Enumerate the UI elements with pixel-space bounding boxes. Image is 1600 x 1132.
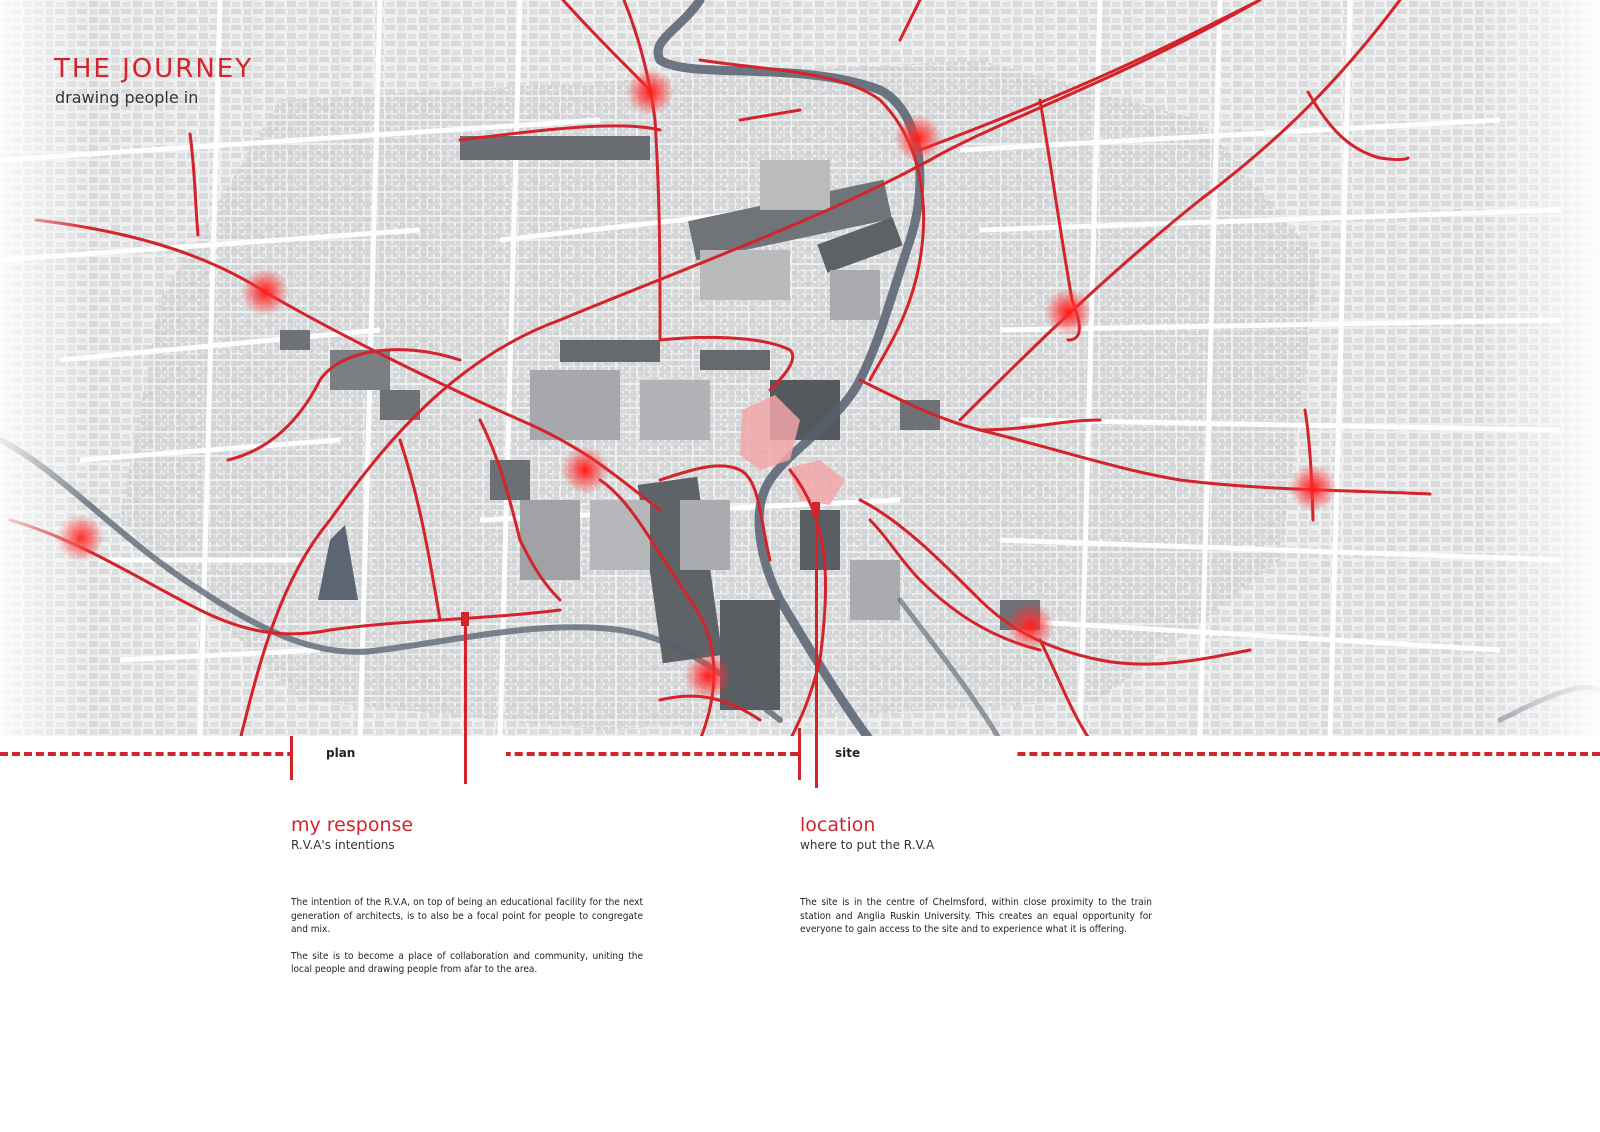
hotspot-8 [1006, 602, 1054, 650]
location-paragraph-1: The site is in the centre of Chelmsford, within close proximity to the train station and Anglia Ruskin University. This creates an equal opportunity for everyone to gain access to the site and to experience what it is offering. [800, 897, 1152, 935]
response-paragraph-2: The site is to become a place of collaboration and community, uniting the local people and drawing people from afar to the area. [291, 950, 643, 975]
response-body [291, 896, 643, 990]
site-pointer [815, 504, 818, 788]
hotspot-9 [684, 652, 732, 700]
response-paragraph-1: The intention of the R.V.A, on top of being an educational facility for the next generation of architects, is to also be a focal point for people to congregate and mix. [291, 897, 643, 935]
hotspot-1 [626, 68, 674, 116]
site-label: site [835, 746, 861, 760]
plan-pointer-head [461, 612, 469, 626]
plan-pointer [464, 614, 467, 784]
location-subheading: where to put the R.V.A [800, 838, 935, 852]
location-heading: location [800, 814, 876, 836]
page-subtitle: drawing people in [55, 88, 199, 107]
response-heading: my response [291, 814, 414, 836]
site-tick-left [798, 728, 801, 780]
hotspot-6 [1289, 464, 1337, 512]
plan-tick-left [290, 736, 293, 780]
response-subheading: R.V.A's intentions [291, 838, 395, 852]
page-title: THE JOURNEY [54, 54, 254, 84]
hotspot-3 [241, 268, 289, 316]
hotspot-4 [1044, 288, 1092, 336]
plan-label: plan [326, 746, 356, 760]
location-body [800, 896, 1152, 950]
plan-gap [292, 748, 506, 758]
hotspot-5 [561, 446, 609, 494]
site-pointer-head [812, 502, 820, 516]
hotspot-2 [894, 114, 942, 162]
